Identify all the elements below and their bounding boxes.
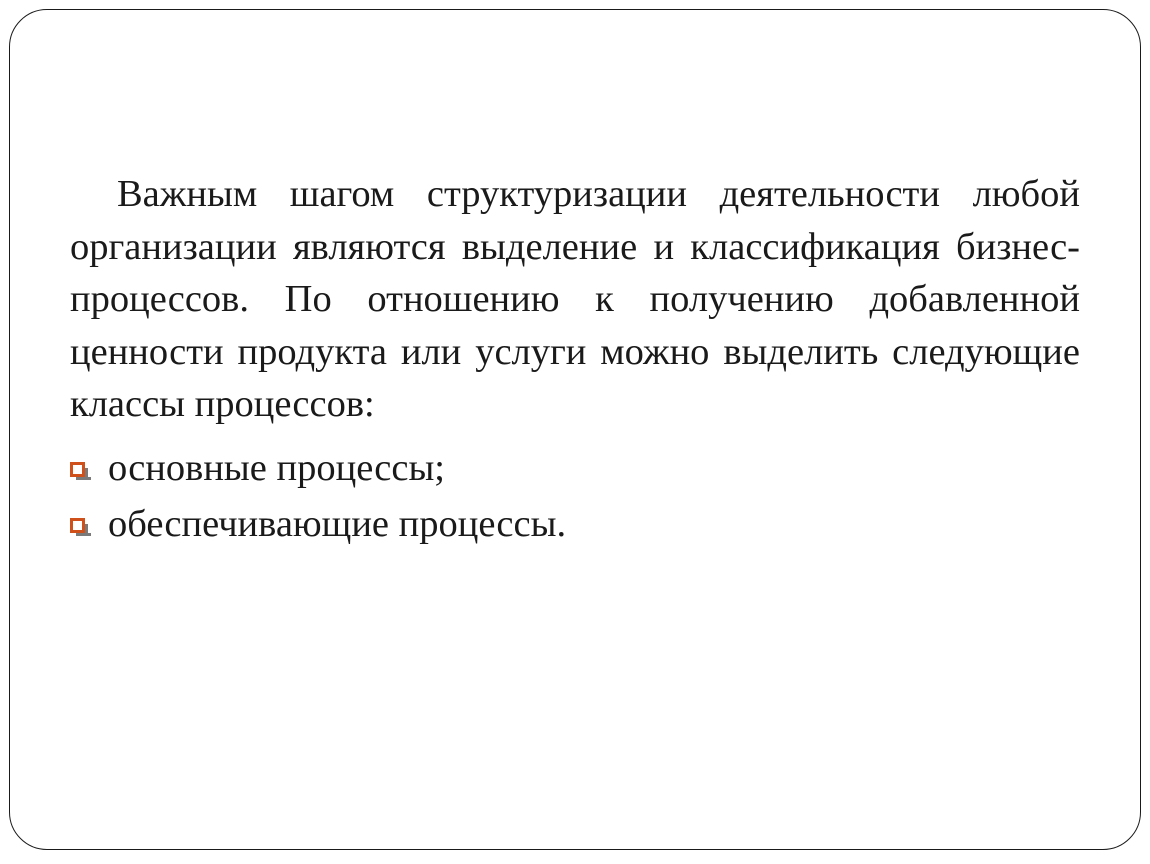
bullet-text: обеспечивающие процессы. bbox=[108, 502, 567, 545]
slide-content bbox=[70, 168, 1080, 552]
intro-paragraph: Важным шагом структуризации деятельности любой организации являются выделение и классификация бизнес-процессов. По отношению к получению добавленной ценности продукта или услуги можно выделить следующие классы процессов: bbox=[70, 173, 1080, 425]
checkbox-bullet-icon bbox=[70, 518, 85, 533]
bullet-text: основные процессы; bbox=[108, 446, 446, 489]
checkbox-bullet-icon bbox=[70, 462, 85, 477]
bullet-list bbox=[70, 440, 1080, 552]
bullet-item-support-processes bbox=[70, 496, 1080, 552]
bullet-item-main-processes bbox=[70, 440, 1080, 496]
